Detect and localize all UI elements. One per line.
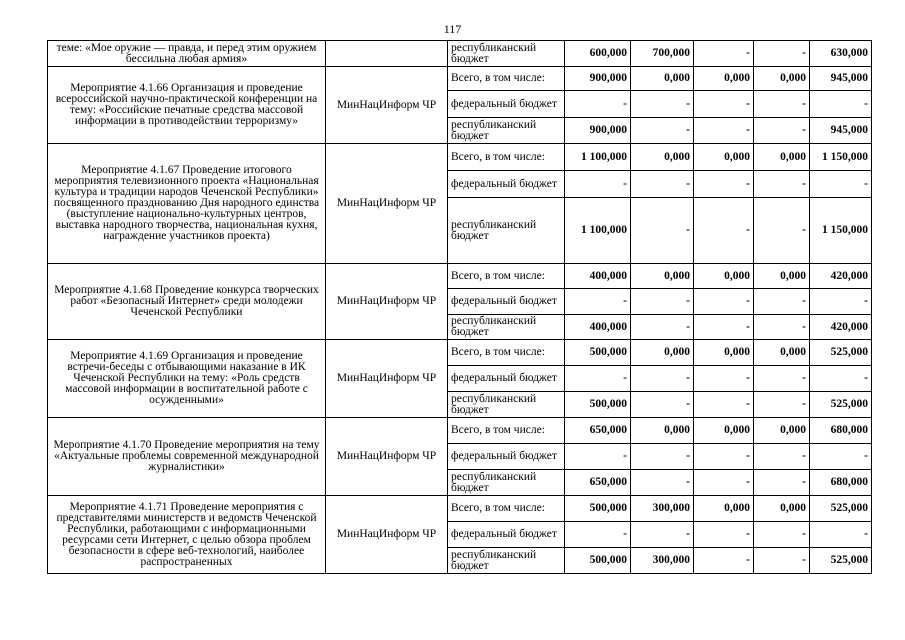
amount-cell: - (754, 392, 810, 418)
amount-cell: 1 150,000 (810, 198, 872, 264)
amount-cell: - (754, 522, 810, 548)
amount-cell: - (631, 522, 694, 548)
amount-cell: 600,000 (565, 41, 631, 67)
event-description: теме: «Мое оружие — правда, и перед этим оружием бессильна любая армия» (48, 41, 326, 67)
funding-source-cell: федеральный бюджет (448, 289, 565, 315)
amount-cell: - (754, 198, 810, 264)
amount-cell: - (754, 315, 810, 340)
amount-cell: - (631, 171, 694, 198)
amount-cell: 0,000 (631, 144, 694, 171)
amount-cell: 0,000 (631, 67, 694, 91)
budget-table-body (48, 41, 872, 574)
funding-source-cell: республиканский бюджет (448, 198, 565, 264)
table-row (48, 264, 872, 289)
amount-cell: 400,000 (565, 315, 631, 340)
amount-cell: - (694, 444, 754, 470)
funding-source-cell: федеральный бюджет (448, 522, 565, 548)
amount-cell: 500,000 (565, 392, 631, 418)
event-description: Мероприятие 4.1.69 Организация и проведение встречи-беседы с отбывающими наказание в ИК Чеченской Республики на тему: «Роль средств массовой информации в воспитательной работе с осужденными» (48, 340, 326, 418)
amount-cell: - (631, 366, 694, 392)
executor-cell: МинНацИнформ ЧР (326, 496, 448, 574)
amount-cell: - (565, 444, 631, 470)
amount-cell: 500,000 (565, 548, 631, 574)
event-description: Мероприятие 4.1.67 Проведение итогового мероприятия телевизионного проекта «Национальная культура и традиции народов Чеченской Республики» посвященного празднованию Дня народного единства (выступление национально-культурных центров, выставка народного творчества, национальная кухня, награждение участников проекта) (48, 144, 326, 264)
amount-cell: - (565, 522, 631, 548)
amount-cell: 900,000 (565, 67, 631, 91)
amount-cell: - (565, 289, 631, 315)
amount-cell: 500,000 (565, 340, 631, 366)
amount-cell: 650,000 (565, 470, 631, 496)
amount-cell: 0,000 (631, 264, 694, 289)
amount-cell: 300,000 (631, 496, 694, 522)
funding-source-cell: республиканский бюджет (448, 470, 565, 496)
amount-cell: 525,000 (810, 340, 872, 366)
executor-cell (326, 41, 448, 67)
amount-cell: 1 150,000 (810, 144, 872, 171)
executor-cell: МинНацИнформ ЧР (326, 67, 448, 144)
amount-cell: - (810, 289, 872, 315)
executor-cell: МинНацИнформ ЧР (326, 264, 448, 340)
amount-cell: - (694, 171, 754, 198)
executor-cell: МинНацИнформ ЧР (326, 340, 448, 418)
amount-cell: 0,000 (694, 418, 754, 444)
amount-cell: - (754, 289, 810, 315)
amount-cell: 0,000 (754, 144, 810, 171)
amount-cell: 0,000 (694, 264, 754, 289)
amount-cell: 945,000 (810, 118, 872, 144)
page-number: 117 (443, 22, 462, 36)
amount-cell: - (694, 41, 754, 67)
executor-cell: МинНацИнформ ЧР (326, 418, 448, 496)
funding-source-cell: республиканский бюджет (448, 315, 565, 340)
table-row (48, 41, 872, 67)
amount-cell: - (694, 366, 754, 392)
amount-cell: 500,000 (565, 496, 631, 522)
funding-source-cell: Всего, в том числе: (448, 418, 565, 444)
amount-cell: - (754, 444, 810, 470)
amount-cell: - (754, 118, 810, 144)
funding-source-cell: республиканский бюджет (448, 118, 565, 144)
amount-cell: - (631, 444, 694, 470)
amount-cell: 420,000 (810, 264, 872, 289)
table-row (48, 340, 872, 366)
amount-cell: 0,000 (754, 496, 810, 522)
amount-cell: 650,000 (565, 418, 631, 444)
amount-cell: - (565, 366, 631, 392)
funding-source-cell: Всего, в том числе: (448, 340, 565, 366)
amount-cell: - (694, 315, 754, 340)
amount-cell: - (631, 392, 694, 418)
funding-source-cell: федеральный бюджет (448, 171, 565, 198)
amount-cell: 1 100,000 (565, 144, 631, 171)
amount-cell: 0,000 (754, 340, 810, 366)
amount-cell: - (631, 470, 694, 496)
amount-cell: - (810, 91, 872, 118)
amount-cell: - (694, 91, 754, 118)
amount-cell: - (810, 366, 872, 392)
amount-cell: 0,000 (694, 496, 754, 522)
funding-source-cell: республиканский бюджет (448, 548, 565, 574)
amount-cell: 420,000 (810, 315, 872, 340)
amount-cell: - (694, 198, 754, 264)
funding-source-cell: Всего, в том числе: (448, 496, 565, 522)
event-description: Мероприятие 4.1.70 Проведение мероприятия на тему «Актуальные проблемы современной международной журналистики» (48, 418, 326, 496)
amount-cell: 900,000 (565, 118, 631, 144)
amount-cell: - (810, 171, 872, 198)
amount-cell: 630,000 (810, 41, 872, 67)
amount-cell: - (754, 41, 810, 67)
funding-source-cell: федеральный бюджет (448, 366, 565, 392)
amount-cell: - (565, 91, 631, 118)
amount-cell: - (754, 171, 810, 198)
amount-cell: - (694, 392, 754, 418)
amount-cell: 525,000 (810, 548, 872, 574)
amount-cell: - (810, 522, 872, 548)
amount-cell: - (754, 366, 810, 392)
amount-cell: 525,000 (810, 496, 872, 522)
amount-cell: 1 100,000 (565, 198, 631, 264)
amount-cell: 680,000 (810, 418, 872, 444)
amount-cell: - (631, 289, 694, 315)
amount-cell: - (754, 470, 810, 496)
amount-cell: - (810, 444, 872, 470)
funding-source-cell: Всего, в том числе: (448, 264, 565, 289)
amount-cell: - (694, 470, 754, 496)
funding-source-cell: республиканский бюджет (448, 41, 565, 67)
funding-source-cell: Всего, в том числе: (448, 144, 565, 171)
amount-cell: 400,000 (565, 264, 631, 289)
table-row (48, 496, 872, 522)
funding-source-cell: федеральный бюджет (448, 444, 565, 470)
amount-cell: - (631, 118, 694, 144)
amount-cell: - (694, 522, 754, 548)
amount-cell: - (631, 198, 694, 264)
table-row (48, 144, 872, 171)
amount-cell: 0,000 (754, 67, 810, 91)
funding-source-cell: республиканский бюджет (448, 392, 565, 418)
amount-cell: - (631, 315, 694, 340)
amount-cell: - (694, 548, 754, 574)
amount-cell: 700,000 (631, 41, 694, 67)
executor-cell: МинНацИнформ ЧР (326, 144, 448, 264)
amount-cell: - (754, 91, 810, 118)
event-description: Мероприятие 4.1.71 Проведение мероприятия с представителями министерств и ведомств Чеченской Республики, работающими с информационными ресурсами сети Интернет, с целью обзора проблем безопасности в сфере веб-технологий, наиболее распространенных (48, 496, 326, 574)
event-description: Мероприятие 4.1.68 Проведение конкурса творческих работ «Безопасный Интернет» среди молодежи Чеченской Республики (48, 264, 326, 340)
amount-cell: 680,000 (810, 470, 872, 496)
amount-cell: 945,000 (810, 67, 872, 91)
amount-cell: - (565, 171, 631, 198)
amount-cell: - (694, 289, 754, 315)
amount-cell: - (631, 91, 694, 118)
amount-cell: - (694, 118, 754, 144)
amount-cell: 0,000 (694, 67, 754, 91)
funding-source-cell: Всего, в том числе: (448, 67, 565, 91)
amount-cell: 0,000 (754, 264, 810, 289)
table-row (48, 418, 872, 444)
amount-cell: 525,000 (810, 392, 872, 418)
table-row (48, 67, 872, 91)
amount-cell: 0,000 (694, 144, 754, 171)
amount-cell: 0,000 (631, 340, 694, 366)
amount-cell: - (754, 548, 810, 574)
amount-cell: 0,000 (694, 340, 754, 366)
funding-source-cell: федеральный бюджет (448, 91, 565, 118)
event-description: Мероприятие 4.1.66 Организация и проведение всероссийской научно-практической конференции на тему: «Российские печатные средства массовой информации в противодействии терроризму» (48, 67, 326, 144)
budget-table (47, 40, 872, 574)
amount-cell: 0,000 (631, 418, 694, 444)
amount-cell: 300,000 (631, 548, 694, 574)
amount-cell: 0,000 (754, 418, 810, 444)
